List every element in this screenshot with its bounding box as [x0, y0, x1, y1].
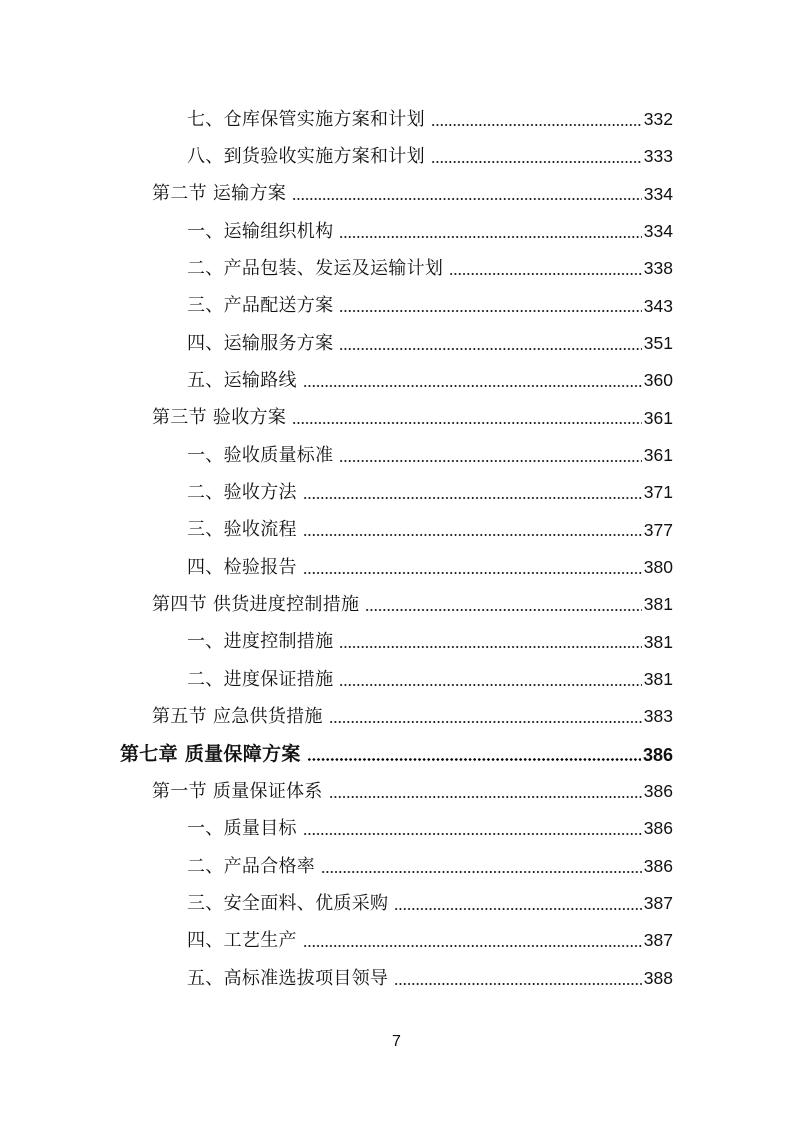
toc-dot-leader: [339, 684, 641, 686]
toc-entry-page-number: 334: [643, 183, 673, 204]
toc-entry-page-number: 386: [643, 781, 673, 802]
toc-dot-leader: [303, 385, 642, 387]
toc-dot-leader: [303, 833, 642, 835]
toc-entry-page-number: 360: [643, 370, 673, 391]
toc-dot-leader: [431, 124, 642, 126]
toc-entry-title: 二、验收方法: [187, 482, 297, 504]
toc-entry-title: 五、高标准选拔项目领导: [187, 967, 389, 989]
toc-entry-title: 第二节 运输方案: [152, 183, 287, 205]
toc-entry-title: 五、运输路线: [187, 370, 297, 392]
toc-entry-page-number: 361: [643, 445, 673, 466]
toc-dot-leader: [394, 983, 641, 985]
toc-subsection-entry[interactable]: [0, 512, 793, 549]
toc-dot-leader: [303, 534, 642, 536]
toc-subsection-entry[interactable]: [0, 437, 793, 474]
toc-subsection-entry[interactable]: [0, 811, 793, 848]
toc-entry-page-number: 381: [643, 669, 673, 690]
toc-entry-title: 三、产品配送方案: [187, 295, 334, 317]
toc-dot-leader: [339, 348, 641, 350]
toc-entry-title: 二、产品包装、发运及运输计划: [187, 258, 444, 280]
toc-entry-page-number: 334: [643, 220, 673, 241]
toc-entry-title: 第五节 应急供货措施: [152, 706, 323, 728]
toc-dot-leader: [303, 572, 642, 574]
toc-dot-leader: [303, 497, 642, 499]
toc-section-entry[interactable]: [0, 773, 793, 810]
toc-dot-leader: [303, 945, 642, 947]
toc-subsection-entry[interactable]: [0, 138, 793, 175]
toc-entry-title: 一、验收质量标准: [187, 444, 334, 466]
toc-entry-title: 四、工艺生产: [187, 930, 297, 952]
toc-dot-leader: [339, 236, 641, 238]
toc-entry-page-number: 383: [643, 706, 673, 727]
toc-entry-title: 四、运输服务方案: [187, 332, 334, 354]
toc-entry-page-number: 386: [642, 744, 673, 765]
toc-entry-title: 八、到货验收实施方案和计划: [187, 146, 425, 168]
toc-entry-title: 第七章 质量保障方案: [120, 743, 301, 766]
toc-entry-title: 二、产品合格率: [187, 855, 316, 877]
toc-dot-leader: [292, 198, 642, 200]
toc-section-entry[interactable]: [0, 176, 793, 213]
toc-dot-leader: [307, 758, 641, 761]
toc-entry-title: 七、仓库保管实施方案和计划: [187, 108, 425, 130]
toc-entry-page-number: 371: [643, 482, 673, 503]
toc-subsection-entry[interactable]: [0, 661, 793, 698]
toc-dot-leader: [339, 646, 641, 648]
toc-entry-page-number: 380: [643, 557, 673, 578]
toc-subsection-entry[interactable]: [0, 213, 793, 250]
toc-dot-leader: [329, 796, 642, 798]
toc-subsection-entry[interactable]: [0, 325, 793, 362]
toc-entry-page-number: 386: [643, 818, 673, 839]
toc-subsection-entry[interactable]: [0, 885, 793, 922]
toc-dot-leader: [339, 460, 641, 462]
toc-dot-leader: [365, 609, 641, 611]
toc-section-entry[interactable]: [0, 400, 793, 437]
toc-entry-title: 第三节 验收方案: [152, 407, 287, 429]
toc-dot-leader: [339, 310, 641, 312]
toc-entry-page-number: 333: [643, 146, 673, 167]
toc-entry-page-number: 387: [643, 893, 673, 914]
toc-entry-title: 一、运输组织机构: [187, 220, 334, 242]
toc-entry-page-number: 387: [643, 930, 673, 951]
toc-dot-leader: [394, 908, 641, 910]
toc-dot-leader: [431, 161, 642, 163]
toc-subsection-entry[interactable]: [0, 923, 793, 960]
toc-dot-leader: [292, 422, 642, 424]
toc-chapter-entry[interactable]: [0, 736, 793, 773]
toc-entry-page-number: 361: [643, 407, 673, 428]
toc-entry-page-number: 343: [643, 295, 673, 316]
toc-section-entry[interactable]: [0, 586, 793, 623]
toc-entry-page-number: 381: [643, 594, 673, 615]
toc-subsection-entry[interactable]: [0, 362, 793, 399]
toc-entry-title: 三、验收流程: [187, 519, 297, 541]
toc-entry-page-number: 388: [643, 967, 673, 988]
toc-subsection-entry[interactable]: [0, 474, 793, 511]
toc-entry-title: 三、安全面料、优质采购: [187, 892, 389, 914]
toc-entry-title: 四、检验报告: [187, 556, 297, 578]
toc-subsection-entry[interactable]: [0, 101, 793, 138]
toc-entry-page-number: 332: [643, 108, 673, 129]
toc-entry-page-number: 381: [643, 631, 673, 652]
toc-subsection-entry[interactable]: [0, 624, 793, 661]
toc-dot-leader: [449, 273, 642, 275]
toc-entry-page-number: 386: [643, 855, 673, 876]
toc-entry-page-number: 338: [643, 258, 673, 279]
toc-entry-title: 一、进度控制措施: [187, 631, 334, 653]
table-of-contents: [0, 101, 793, 997]
toc-subsection-entry[interactable]: [0, 960, 793, 997]
toc-subsection-entry[interactable]: [0, 549, 793, 586]
toc-entry-page-number: 351: [643, 332, 673, 353]
toc-entry-title: 一、质量目标: [187, 818, 297, 840]
toc-dot-leader: [329, 721, 642, 723]
toc-dot-leader: [321, 871, 642, 873]
toc-subsection-entry[interactable]: [0, 848, 793, 885]
toc-subsection-entry[interactable]: [0, 250, 793, 287]
toc-entry-title: 第一节 质量保证体系: [152, 780, 323, 802]
toc-entry-page-number: 377: [643, 519, 673, 540]
page-number: 7: [392, 1033, 401, 1050]
toc-entry-title: 第四节 供货进度控制措施: [152, 594, 360, 616]
toc-entry-title: 二、进度保证措施: [187, 668, 334, 690]
toc-section-entry[interactable]: [0, 699, 793, 736]
toc-subsection-entry[interactable]: [0, 288, 793, 325]
